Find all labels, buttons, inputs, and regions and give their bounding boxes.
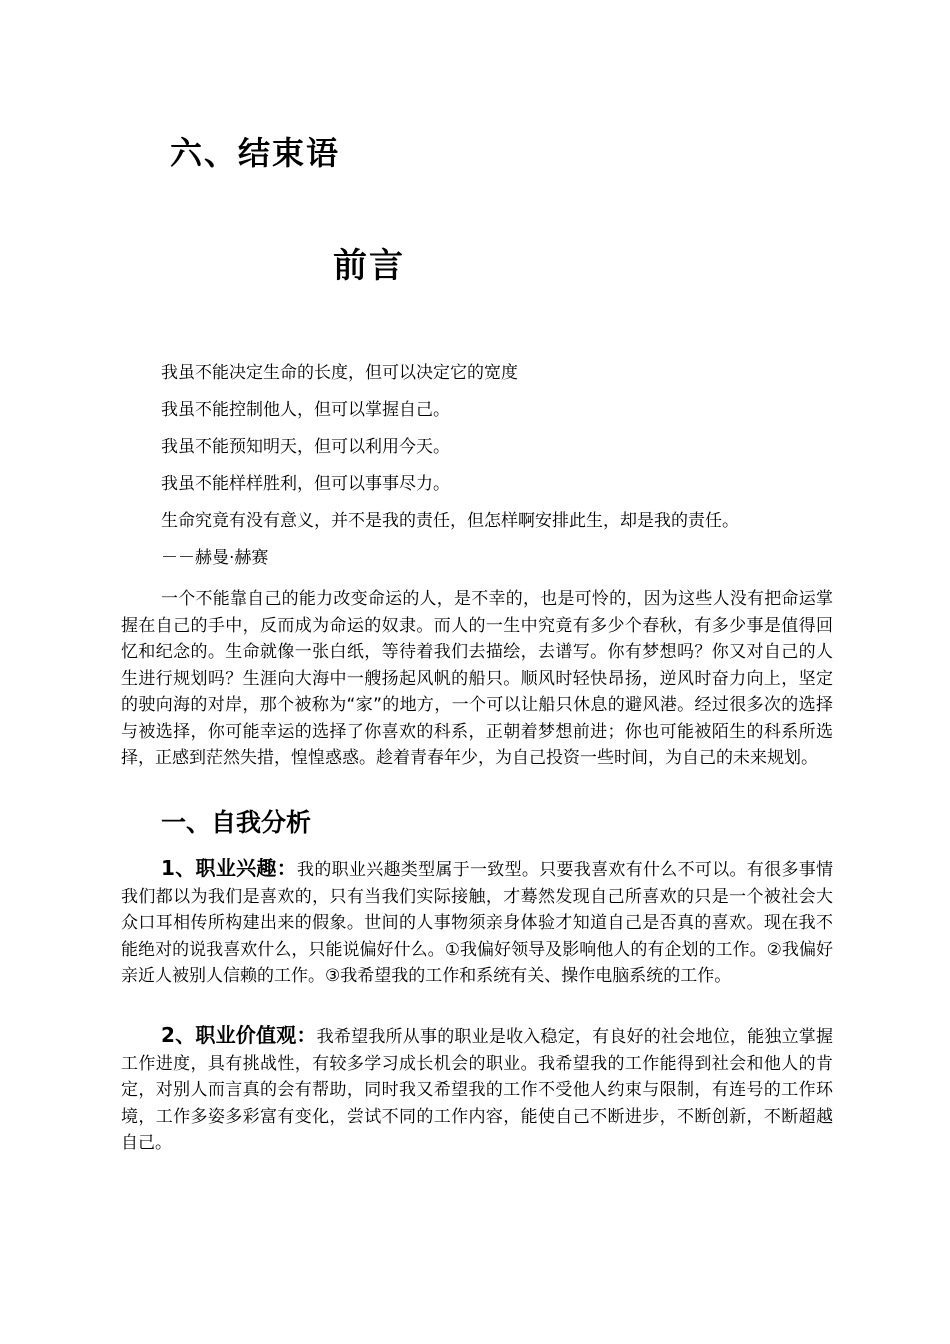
quote-line: 我虽不能预知明天，但可以利用今天。	[161, 437, 450, 457]
career-interest-label: 1、职业兴趣：	[161, 856, 298, 880]
career-values-label: 2、职业价值观：	[161, 1023, 317, 1047]
quote-attribution: －－赫曼·赫赛	[161, 548, 269, 568]
quote-line: 我虽不能样样胜利，但可以事事尽力。	[161, 474, 450, 494]
epigraph-quote	[161, 360, 841, 582]
career-values-text: 我希望我所从事的职业是收入稳定，有良好的社会地位，能独立掌握工作进度，具有挑战性，有较多学习成长机会的职业。我希望我的工作能得到社会和他人的肯定，对别人而言真的会有帮助，同时我又希望我的工作不受他人约束与限制，有连号的工作环境，工作多姿多彩富有变化，尝试不同的工作内容，能使自己不断进步，不断创新，不断超越自己。	[121, 1027, 834, 1153]
intro-paragraph: 一个不能靠自己的能力改变命运的人，是不幸的，也是可怜的，因为这些人没有把命运掌握在自己的手中，反而成为命运的奴隶。而人的一生中究竟有多少个春秋，有多少事是值得回忆和纪念的。生命就像一张白纸，等待着我们去描绘，去谱写。你有梦想吗？你又对自己的人生进行规划吗？生涯向大海中一艘扬起风帆的船只。顺风时轻快昂扬，逆风时奋力向上，坚定的驶向海的对岸，那个被称为“家”的地方，一个可以让船只休息的避风港。经过很多次的选择与被选择，你可能幸运的选择了你喜欢的科系，正朝着梦想前进；你也可能被陌生的科系所选择，正感到茫然失措，惶惶惑惑。趁着青春年少，为自己投资一些时间，为自己的未来规划。	[121, 589, 833, 768]
quote-line: 我虽不能决定生命的长度，但可以决定它的宽度	[161, 363, 518, 383]
quote-line: 生命究竟有没有意义，并不是我的责任，但怎样啊安排此生，却是我的责任。	[161, 511, 739, 531]
quote-line: 我虽不能控制他人，但可以掌握自己。	[161, 400, 450, 420]
section-heading-self-analysis: 一、自我分析	[161, 808, 312, 837]
preface-title: 前言	[333, 246, 405, 286]
career-interest-text: 我的职业兴趣类型属于一致型。只要我喜欢有什么不可以。有很多事情我们都以为我们是喜欢的，只有当我们实际接触，才蓦然发现自己所喜欢的只是一个被社会大众口耳相传所构建出来的假象。世间的人事物须亲身体验才知道自己是否真的喜欢。现在我不能绝对的说我喜欢什么，只能说偏好什么。①我偏好领导及影响他人的有企划的工作。②我偏好亲近人被别人信赖的工作。③我希望我的工作和系统有关、操作电脑系统的工作。	[121, 860, 833, 986]
toc-last-heading: 六、结束语	[170, 134, 341, 172]
career-interest-paragraph	[121, 855, 833, 990]
career-values-paragraph	[121, 1022, 833, 1157]
